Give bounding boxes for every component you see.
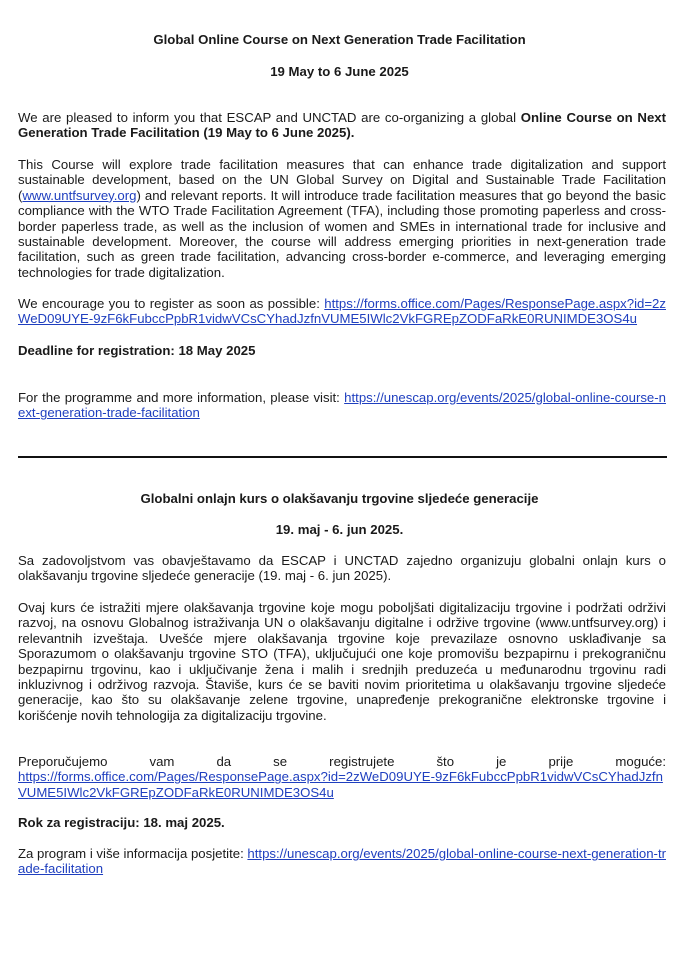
bosnian-programme-link[interactable]: https://unescap.org/events/2025/global-online-course-next-generation-trade-facilitation bbox=[18, 846, 666, 877]
bosnian-body-paragraph: Ovaj kurs će istražiti mjere olakšavanja trgovine koje mogu poboljšati digitalizaciju trgovine i podržati održivi razvoj, na osnovu Globalnog istraživanja UN o olakšavanju digitalne i održive trgovine (www.untfsurvey.org) i relevantnih izveštaja. Uvešće mjere olakšavanja trgovine koje prevazilaze osnovno usklađivanje sa Sporazumom o olakšavanju trgovine STO (TFA), uključujući one koje promovišu bezpapirnu i prekograničnu bezpapirnu trgovinu, kao i uključivanje žena i malih i srednjih preduzeća u međunarodnu trgovinu radi inkluzivnog i održivog razvoja. Štaviše, kurs će se baviti novim prioritetima u olakšavanju trgovine sljedeće generacije, kao što su olakšavanje zelene trgovine, unapređenje prekogranične elektronske trgovine i korišćenje novih tehnologija za digitalizaciju trgovine. bbox=[18, 600, 666, 723]
english-registration-link[interactable]: https://forms.office.com/Pages/ResponsePage.aspx?id=2zWeD09UYE-9zF6kFubccPpbR1vidwVCsCYhadJzfnVUME5IWlc2VkFGREpZODFaRkE0RUNIMDE3OS4u bbox=[18, 296, 666, 327]
english-body-text-start: This Course will explore trade facilitation measures that can enhance trade digitalization and support sustainable development, based on the UN Global Survey on Digital and Sustainable Trade Facilitation ( bbox=[18, 157, 666, 203]
bosnian-dates: 19. maj - 6. jun 2025. bbox=[275, 522, 404, 537]
bosnian-register-paragraph bbox=[18, 754, 666, 800]
bosnian-title: Globalni onlajn kurs o olakšavanju trgovine sljedeće generacije bbox=[140, 491, 539, 506]
english-body-paragraph bbox=[18, 157, 666, 280]
bosnian-programme-text: Za program i više informacija posjetite: bbox=[18, 846, 248, 861]
english-programme-paragraph bbox=[18, 390, 666, 421]
bosnian-intro-paragraph: Sa zadovoljstvom vas obavještavamo da ESCAP i UNCTAD zajedno organizuju globalni onlajn kurs o olakšavanju trgovine sljedeće generacije (19. maj - 6. jun 2025). bbox=[18, 553, 666, 584]
untfsurvey-link[interactable]: www.untfsurvey.org bbox=[22, 187, 137, 203]
bosnian-deadline: Rok za registraciju: 18. maj 2025. bbox=[18, 815, 225, 830]
english-intro-text: We are pleased to inform you that ESCAP and UNCTAD are co-organizing a global bbox=[18, 110, 521, 125]
bosnian-registration-link[interactable]: https://forms.office.com/Pages/ResponsePage.aspx?id=2zWeD09UYE-9zF6kFubccPpbR1vidwVCsCYhadJzfnVUME5IWlc2VkFGREpZODFaRkE0RUNIMDE3OS4u bbox=[18, 769, 663, 800]
section-divider bbox=[18, 456, 667, 458]
english-register-text: We encourage you to register as soon as possible: bbox=[18, 296, 325, 311]
english-body-text-end: ) and relevant reports. It will introduce trade facilitation measures that go beyond the basic compliance with the WTO Trade Facilitation Agreement (TFA), including those promoting paperless and cross-border paperless trade, as well as the inclusion of women and SMEs in international trade for inclusive and sustainable development. Moreover, the course will address emerging priorities in next-generation trade facilitation, such as green trade facilitation, advancing cross-border e-commerce, and leveraging emerging technologies for trade digitalization. bbox=[18, 187, 666, 280]
english-deadline: Deadline for registration: 18 May 2025 bbox=[18, 343, 256, 358]
english-intro-paragraph bbox=[18, 110, 666, 141]
english-register-paragraph bbox=[18, 296, 666, 327]
english-title: Global Online Course on Next Generation Trade Facilitation bbox=[153, 32, 526, 47]
english-programme-text: For the programme and more information, please visit: bbox=[18, 390, 345, 405]
bosnian-programme-paragraph bbox=[18, 846, 666, 877]
english-dates: 19 May to 6 June 2025 bbox=[270, 64, 409, 79]
english-programme-link[interactable]: https://unescap.org/events/2025/global-online-course-next-generation-trade-facilitation bbox=[18, 390, 666, 421]
english-intro-course-name: Online Course on Next Generation Trade Facilitation (19 May to 6 June 2025). bbox=[18, 110, 667, 141]
bosnian-register-text: Preporučujemo vam da se registrujete što je prije moguće: bbox=[18, 754, 666, 769]
